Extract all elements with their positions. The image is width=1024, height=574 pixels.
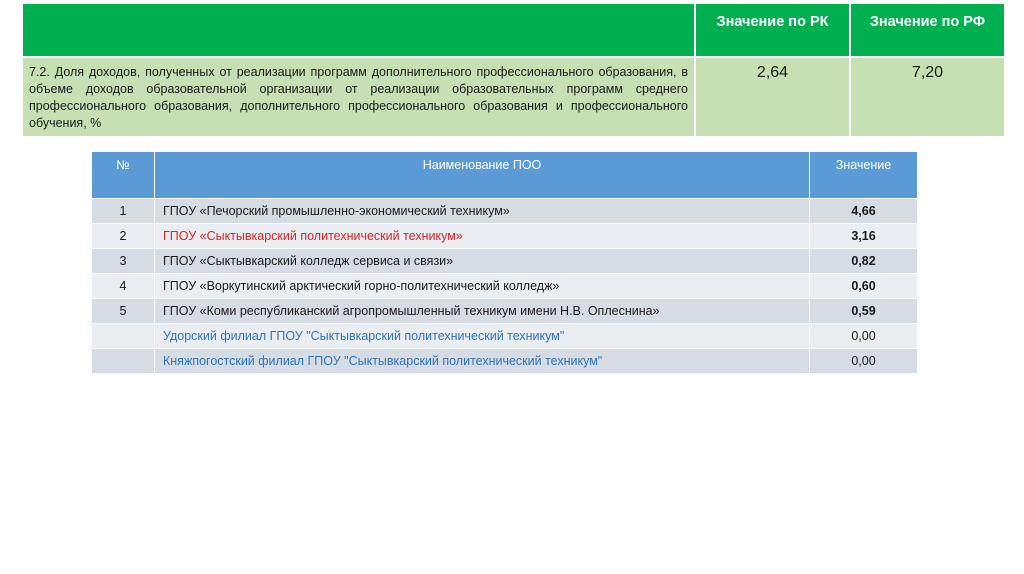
table-row xyxy=(92,249,918,274)
row-value: 0,82 xyxy=(810,249,918,274)
header-name: Наименование ПОО xyxy=(155,152,810,199)
ranking-table xyxy=(91,151,918,374)
row-num: 3 xyxy=(92,249,155,274)
ranking-header-row xyxy=(92,152,918,199)
table-row xyxy=(92,199,918,224)
indicator-header-row xyxy=(22,3,1005,57)
table-row xyxy=(92,349,918,374)
row-value: 0,59 xyxy=(810,299,918,324)
table-row xyxy=(92,224,918,249)
indicator-header-empty xyxy=(22,3,695,57)
row-num: 5 xyxy=(92,299,155,324)
indicator-table xyxy=(21,2,1006,138)
row-name: Княжпогостский филиал ГПОУ "Сыктывкарский политехнический техникум" xyxy=(155,349,810,374)
header-value-rf: Значение по РФ xyxy=(850,3,1005,57)
row-name: ГПОУ «Воркутинский арктический горно-политехнический колледж» xyxy=(155,274,810,299)
row-value: 0,00 xyxy=(810,349,918,374)
indicator-description: 7.2. Доля доходов, полученных от реализации программ дополнительного профессионального образования, в объеме доходов образовательной организации от реализации образовательных программ среднего профессионального образования, дополнительного профессионального образования и профессионального обучения, % xyxy=(22,57,695,137)
header-value: Значение xyxy=(810,152,918,199)
row-num: 4 xyxy=(92,274,155,299)
row-name: Удорский филиал ГПОУ "Сыктывкарский политехнический техникум" xyxy=(155,324,810,349)
header-num: № xyxy=(92,152,155,199)
row-num xyxy=(92,324,155,349)
row-num: 2 xyxy=(92,224,155,249)
row-value: 0,60 xyxy=(810,274,918,299)
row-value: 3,16 xyxy=(810,224,918,249)
row-num: 1 xyxy=(92,199,155,224)
table-row xyxy=(92,274,918,299)
row-name: ГПОУ «Сыктывкарский политехнический техникум» xyxy=(155,224,810,249)
row-value: 4,66 xyxy=(810,199,918,224)
row-name: ГПОУ «Сыктывкарский колледж сервиса и связи» xyxy=(155,249,810,274)
indicator-value-rf: 7,20 xyxy=(850,57,1005,137)
indicator-row xyxy=(22,57,1005,137)
row-value: 0,00 xyxy=(810,324,918,349)
table-row xyxy=(92,324,918,349)
row-name: ГПОУ «Печорский промышленно-экономический техникум» xyxy=(155,199,810,224)
table-row xyxy=(92,299,918,324)
indicator-value-rk: 2,64 xyxy=(695,57,850,137)
row-num xyxy=(92,349,155,374)
header-value-rk: Значение по РК xyxy=(695,3,850,57)
row-name: ГПОУ «Коми республиканский агропромышленный техникум имени Н.В. Оплеснина» xyxy=(155,299,810,324)
